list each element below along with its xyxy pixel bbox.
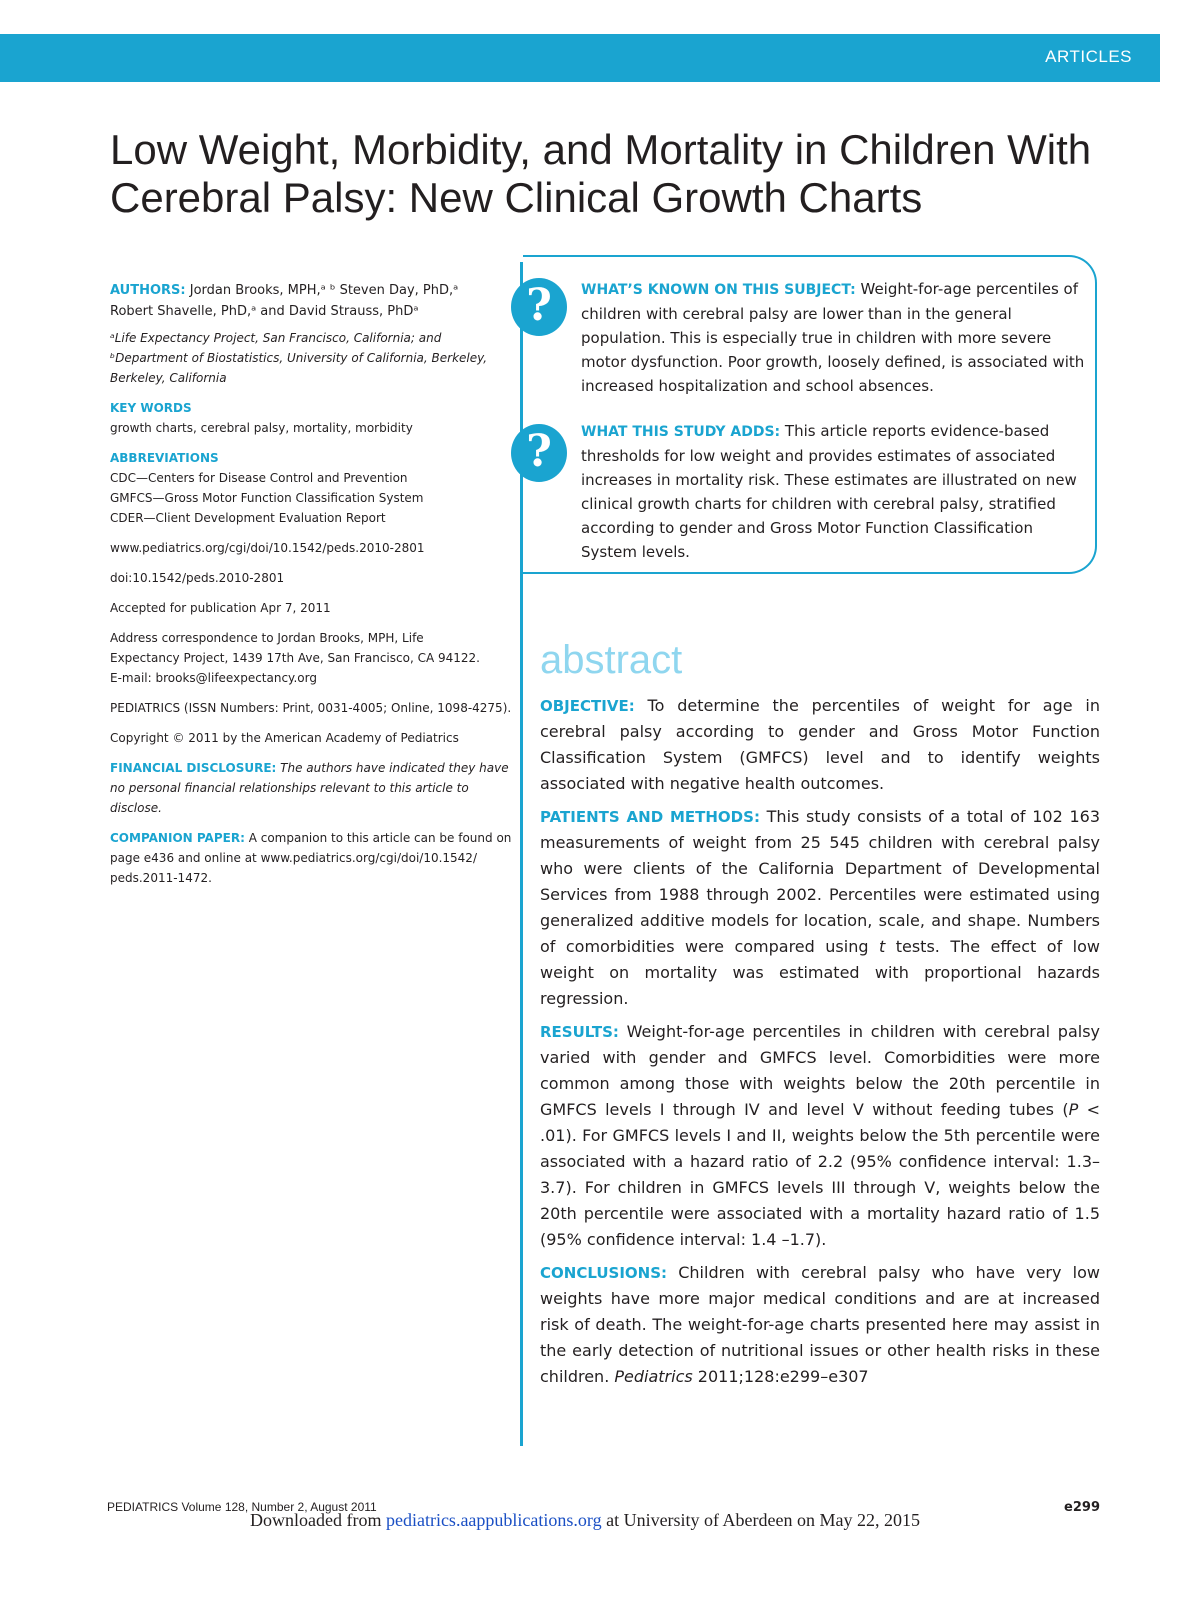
affiliation-b: ᵇDepartment of Biostatistics, University of California, Berkeley, bbox=[110, 351, 488, 365]
disclosure-text: The authors have indicated they have no personal financial relationships relevant to this article to disclose. bbox=[110, 761, 509, 815]
section-banner bbox=[0, 34, 1160, 82]
objective-paragraph bbox=[540, 693, 1100, 797]
companion-label: COMPANION PAPER: bbox=[110, 831, 245, 845]
section-label: ARTICLES bbox=[1045, 47, 1132, 66]
study-adds-section bbox=[581, 419, 1086, 564]
journal-info: PEDIATRICS Volume 128, Number 2, August 2011 bbox=[107, 1500, 377, 1514]
doi: doi:10.1542/peds.2010-2801 bbox=[110, 571, 285, 585]
affiliation-a: ᵃLife Expectancy Project, San Francisco, California; and bbox=[110, 331, 442, 345]
abstract-body bbox=[540, 693, 1100, 1397]
question-bubble-icon: ? bbox=[511, 424, 567, 482]
download-link[interactable]: pediatrics.aappublications.org bbox=[385, 1510, 602, 1530]
conclusions-text: Children with cerebral palsy who have very low weights have more major medical conditions and are at increased risk of death. The weight-for-age charts presented here may assist in the early detection of nutritional issues or other health risks in these children. bbox=[540, 1263, 1100, 1386]
title-line-1: Low Weight, Morbidity, and Mortality in Children With bbox=[110, 126, 1092, 173]
companion-paper bbox=[110, 828, 515, 888]
affiliations bbox=[110, 328, 515, 388]
companion-text: A companion to this article can be found on page e436 and online at www.pediatrics.org/cgi/doi/10.1542/ peds.2011-1472. bbox=[110, 831, 512, 885]
disclosure-label: FINANCIAL DISCLOSURE: bbox=[110, 761, 277, 775]
authors-line-2: Robert Shavelle, PhD,ᵃ and David Strauss, PhDᵃ bbox=[110, 304, 419, 319]
results-text-b: < .01). For GMFCS levels I and II, weights below the 5th percentile were associated with a hazard ratio of 2.2 (95% confidence interval: 1.3–3.7). For children in GMFCS levels III through V, weights below the 20th percentile were associated with a mortality hazard ratio of 1.5 (95% confidence interval: 1.4 –1.7). bbox=[540, 1100, 1100, 1249]
citation-journal: Pediatrics bbox=[614, 1367, 693, 1386]
title-line-2: Cerebral Palsy: New Clinical Growth Charts bbox=[110, 174, 923, 221]
abbreviation-cder: CDER—Client Development Evaluation Report bbox=[110, 511, 386, 525]
authors-label: AUTHORS: bbox=[110, 283, 186, 298]
whats-known-section bbox=[581, 277, 1086, 398]
article-url[interactable]: www.pediatrics.org/cgi/doi/10.1542/peds.2010-2801 bbox=[110, 541, 425, 555]
correspondence-line-1: Address correspondence to Jordan Brooks, MPH, Life bbox=[110, 631, 424, 645]
abbreviation-gmfcs: GMFCS—Gross Motor Function Classification System bbox=[110, 491, 424, 505]
question-bubble-icon: ? bbox=[511, 278, 567, 336]
download-prefix: Downloaded from bbox=[250, 1510, 382, 1530]
keywords: growth charts, cerebral palsy, mortality, morbidity bbox=[110, 421, 413, 435]
correspondence-line-2: Expectancy Project, 1439 17th Ave, San Francisco, CA 94122. bbox=[110, 651, 480, 665]
results-paragraph bbox=[540, 1019, 1100, 1253]
results-p: P bbox=[1068, 1100, 1079, 1119]
authors-line-1: Jordan Brooks, MPH,ᵃ ᵇ Steven Day, PhD,ᵃ bbox=[189, 283, 459, 298]
study-adds-label: WHAT THIS STUDY ADDS: bbox=[581, 424, 781, 440]
results-label: RESULTS: bbox=[540, 1023, 619, 1041]
copyright: Copyright © 2011 by the American Academy of Pediatrics bbox=[110, 731, 459, 745]
whats-known-label: WHAT’S KNOWN ON THIS SUBJECT: bbox=[581, 282, 856, 298]
results-text-a: Weight-for-age percentiles in children with cerebral palsy varied with gender and GMFCS level. Comorbidities were more common among those with weights below the 20th percentile in GMFCS levels I through IV and level V without feeding tubes ( bbox=[540, 1022, 1100, 1119]
abstract-heading: abstract bbox=[540, 638, 683, 682]
affiliation-b-city: Berkeley, California bbox=[110, 371, 227, 385]
accepted-date: Accepted for publication Apr 7, 2011 bbox=[110, 601, 331, 615]
correspondence bbox=[110, 628, 515, 688]
authors bbox=[110, 280, 515, 322]
front-matter-column bbox=[110, 280, 515, 888]
objective-text: To determine the percentiles of weight for age in cerebral palsy according to gender and Gross Motor Function Classification System (GMFCS) level and to identify weights associated with negative health outcomes. bbox=[540, 696, 1100, 793]
citation-rest: 2011;128:e299–e307 bbox=[697, 1367, 869, 1386]
issn: PEDIATRICS (ISSN Numbers: Print, 0031-4005; Online, 1098-4275). bbox=[110, 701, 512, 715]
download-suffix: at University of Aberdeen on May 22, 2015 bbox=[606, 1510, 921, 1530]
abbreviation-cdc: CDC—Centers for Disease Control and Prevention bbox=[110, 471, 408, 485]
keywords-label: KEY WORDS bbox=[110, 401, 192, 415]
methods-text-a: This study consists of a total of 102 163 measurements of weight from 25 545 children with cerebral palsy who were clients of the California Department of Developmental Services from 1988 through 2002. Percentiles were estimated using generalized additive models for location, scale, and shape. Numbers of comorbidities were compared using bbox=[540, 807, 1101, 956]
objective-label: OBJECTIVE: bbox=[540, 697, 635, 715]
correspondence-email[interactable]: E-mail: brooks@lifeexpectancy.org bbox=[110, 671, 317, 685]
methods-text-b: tests. The effect of low weight on mortality was estimated with proportional hazards regression. bbox=[540, 937, 1100, 1008]
page-number: e299 bbox=[1064, 1500, 1100, 1515]
conclusions-label: CONCLUSIONS: bbox=[540, 1264, 668, 1282]
whats-known-text: Weight-for-age percentiles of children with cerebral palsy are lower than in the general population. This is especially true in children with more severe motor dysfunction. Poor growth, loosely defined, is associated with increased hospitalization and school absences. bbox=[581, 280, 1085, 395]
conclusions-paragraph bbox=[540, 1260, 1100, 1390]
methods-t: t bbox=[878, 937, 886, 956]
article-title bbox=[110, 126, 1120, 222]
study-adds-text: This article reports evidence-based thresholds for low weight and provides estimates of associated increases in mortality risk. These estimates are illustrated on new clinical growth charts for children with cerebral palsy, stratified according to gender and Gross Motor Function Classification System levels. bbox=[581, 422, 1077, 561]
financial-disclosure bbox=[110, 758, 515, 818]
download-notice bbox=[250, 1510, 920, 1531]
methods-label: PATIENTS AND METHODS: bbox=[540, 808, 760, 826]
methods-paragraph bbox=[540, 804, 1100, 1012]
abbreviations-label: ABBREVIATIONS bbox=[110, 451, 219, 465]
